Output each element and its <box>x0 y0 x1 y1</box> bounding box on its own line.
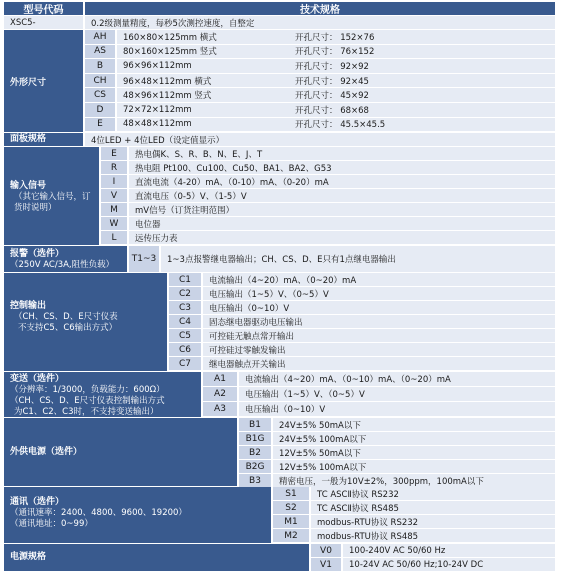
input-code: I <box>101 175 127 188</box>
control-label-cell <box>4 273 167 371</box>
transmit-desc: 电压输出（1~5）V、（0~5）V <box>239 387 555 401</box>
power-label: 电源规格 <box>4 544 309 571</box>
power-out-desc: 12V±5% 100mA以下 <box>273 460 555 473</box>
alarm-desc: 1~3点报警继电器输出；CH、CS、D、E只有1点继电器输出 <box>161 246 555 272</box>
dim-row <box>117 59 555 73</box>
header-tech-spec: 技术规格 <box>85 2 555 15</box>
comm-code: M1 <box>273 515 309 528</box>
control-code: C3 <box>169 301 201 314</box>
power-code: V1 <box>311 558 341 571</box>
control-code: C1 <box>169 273 201 286</box>
input-desc: 远传压力表 <box>129 231 555 244</box>
control-code: C2 <box>169 287 201 300</box>
dim-size: 96×48×112mm 横式 <box>123 76 212 87</box>
dim-row <box>117 45 555 59</box>
input-code: W <box>101 217 127 230</box>
input-desc: 热电偶K、S、R、B、N、E、J、T <box>129 147 555 160</box>
comm-sub1: （通讯速率：2400、4800、9600、19200） <box>10 508 187 518</box>
control-code: C4 <box>169 315 201 328</box>
control-desc: 继电器触点开关输出 <box>203 357 555 370</box>
control-desc: 电压输出（1~5）V、（0~5）V <box>203 287 555 300</box>
dim-size: 160×80×125mm 横式 <box>123 32 217 43</box>
comm-code: M2 <box>273 529 309 542</box>
input-desc: 电位器 <box>129 217 555 230</box>
comm-desc: modbus-RTU协议 RS232 <box>311 515 555 528</box>
transmit-sub2: （CH、CS、D、E尺寸仪表控制输出方式 <box>10 396 165 406</box>
dim-cutout: 开孔尺寸： 45.5×45.5 <box>295 120 386 131</box>
transmit-label-cell <box>4 372 201 417</box>
comm-sub2: （通讯地址：0~99） <box>10 519 93 529</box>
dim-cutout: 开孔尺寸： 152×76 <box>295 32 375 43</box>
power-desc: 100-240V AC 50/60 Hz <box>343 544 555 557</box>
transmit-desc: 电压输出（0~10）V <box>239 402 555 416</box>
dim-code: AS <box>85 45 115 59</box>
comm-label-cell <box>4 487 271 543</box>
transmit-desc: 电流输出（4~20）mA、（0~10）mA、（0~20）mA <box>239 372 555 386</box>
alarm-label: 报警（选件） <box>10 249 65 259</box>
panel-label: 面板规格 <box>4 133 83 146</box>
input-code: L <box>101 231 127 244</box>
comm-code: S2 <box>273 501 309 514</box>
power-out-desc: 24V±5% 100mA以下 <box>273 432 555 445</box>
power-out-code: B1G <box>239 432 271 445</box>
dim-code: E <box>85 118 115 132</box>
power-out-code: B1 <box>239 418 271 431</box>
comm-label: 通讯（选件） <box>10 497 65 507</box>
power-out-code: B2 <box>239 446 271 459</box>
comm-code: S1 <box>273 487 309 500</box>
dim-size: 48×48×112mm <box>123 119 192 130</box>
power-out-desc: 精密电压，一般为10V±2%，300ppm，100mA以下 <box>273 474 555 487</box>
dim-cutout: 开孔尺寸： 68×68 <box>295 105 369 116</box>
dim-row <box>117 30 555 44</box>
transmit-label: 变送（选件） <box>10 374 65 384</box>
dim-cutout: 开孔尺寸： 92×92 <box>295 61 369 72</box>
input-desc: 直流电压（0-5）V、（1-5）V <box>129 189 555 202</box>
transmit-code: A1 <box>203 372 237 386</box>
dim-size: 72×72×112mm <box>123 104 192 115</box>
dim-cutout: 开孔尺寸： 76×152 <box>295 47 375 58</box>
comm-desc: modbus-RTU协议 RS485 <box>311 529 555 542</box>
control-label: 控制输出 <box>10 301 47 311</box>
power-out-desc: 24V±5% 50mA以下 <box>273 418 555 431</box>
input-label-cell <box>4 147 99 245</box>
dim-row <box>117 103 555 117</box>
control-desc: 可控硅过零触发输出 <box>203 343 555 356</box>
input-sub: （其它输入信号，订货时说明） <box>14 192 91 213</box>
power-out-code: B3 <box>239 474 271 487</box>
control-sub1: （CH、CS、D、E尺寸仪表 <box>14 312 118 322</box>
transmit-code: A2 <box>203 387 237 401</box>
model-code: XSC5- <box>4 16 83 29</box>
control-code: C6 <box>169 343 201 356</box>
input-desc: 直流电流（4-20）mA、（0-10）mA、（0-20）mA <box>129 175 555 188</box>
input-code: M <box>101 203 127 216</box>
control-code: C5 <box>169 329 201 342</box>
alarm-sub: （250V AC/3A,阻性负载） <box>10 260 115 270</box>
power-out-label: 外供电源（选件） <box>4 418 237 486</box>
control-desc: 固态继电器驱动电压输出 <box>203 315 555 328</box>
panel-desc: 4位LED + 4位LED（设定值显示） <box>85 133 555 146</box>
comm-desc: TC ASCⅡ协议 RS232 <box>311 487 555 500</box>
dim-row <box>117 118 555 132</box>
transmit-sub1: （分辨率：1/3000，负载能力：600Ω） <box>10 385 165 395</box>
input-desc: mV信号（订货注明范围） <box>129 203 555 216</box>
control-desc: 电流输出（4~20）mA、（0~20）mA <box>203 273 555 286</box>
dim-code: AH <box>85 30 115 44</box>
input-code: R <box>101 161 127 174</box>
dim-cutout: 开孔尺寸： 92×45 <box>295 76 369 87</box>
header-model-code: 型号代码 <box>4 2 83 15</box>
power-out-desc: 12V±5% 50mA以下 <box>273 446 555 459</box>
alarm-label-cell <box>4 246 127 272</box>
alarm-code: T1~3 <box>129 246 159 272</box>
input-desc: 热电阻 Pt100、Cu100、Cu50、BA1、BA2、G53 <box>129 161 555 174</box>
transmit-code: A3 <box>203 402 237 416</box>
model-desc: 0.2级测量精度，每秒5次测控速度，自整定 <box>85 16 555 29</box>
dim-size: 96×96×112mm <box>123 60 192 71</box>
dimensions-label: 外形尺寸 <box>4 30 83 132</box>
control-sub2: 不支持C5、C6输出方式） <box>18 323 118 333</box>
dim-size: 80×160×125mm 竖式 <box>123 47 217 58</box>
dim-row <box>117 88 555 102</box>
dim-code: CH <box>85 74 115 88</box>
power-desc: 10-24V AC 50/60 Hz;10-24V DC <box>343 558 555 571</box>
input-code: E <box>101 147 127 160</box>
input-code: V <box>101 189 127 202</box>
control-code: C7 <box>169 357 201 370</box>
transmit-sub3: 为C1、C2、C3时，不支持变送输出） <box>14 407 159 417</box>
power-out-code: B2G <box>239 460 271 473</box>
dim-cutout: 开孔尺寸： 45×92 <box>295 91 369 102</box>
control-desc: 可控硅无触点常开输出 <box>203 329 555 342</box>
dim-row <box>117 74 555 88</box>
dim-size: 48×96×112mm 竖式 <box>123 91 212 102</box>
comm-desc: TC ASCⅡ协议 RS485 <box>311 501 555 514</box>
dim-code: B <box>85 59 115 73</box>
dim-code: D <box>85 103 115 117</box>
control-desc: 电压输出（0~10）V <box>203 301 555 314</box>
input-label: 输入信号 <box>10 181 47 191</box>
dim-code: CS <box>85 88 115 102</box>
power-code: V0 <box>311 544 341 557</box>
